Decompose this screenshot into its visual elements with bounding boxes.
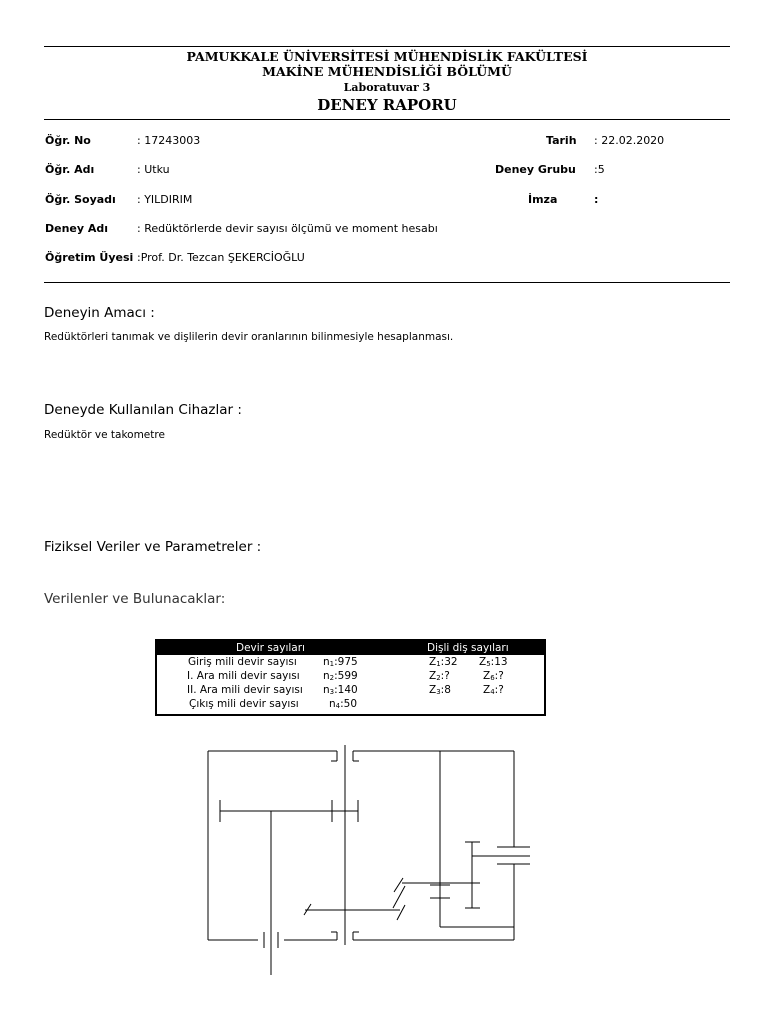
intermediate-shaft-2 xyxy=(430,751,514,927)
row-name: Giriş mili devir sayısı xyxy=(188,656,297,668)
row-za: $Z_1:32$ xyxy=(429,656,458,668)
lecturer-label: Öğretim Üyesi xyxy=(45,251,134,264)
row-za: $Z_2$:? xyxy=(429,670,450,682)
purpose-heading: Deneyin Amacı : xyxy=(44,305,155,321)
date-value: : 22.02.2020 xyxy=(594,134,665,147)
experiment-name-label: Deney Adı xyxy=(45,222,109,235)
report-title: DENEY RAPORU xyxy=(317,96,457,114)
devices-heading: Deneyde Kullanılan Cihazlar : xyxy=(44,402,242,418)
experiment-name-value: : Redüktörlerde devir sayısı ölçümü ve moment hesabı xyxy=(137,222,438,235)
row-name: Çıkış mili devir sayısı xyxy=(189,698,299,710)
university-name: PAMUKKALE ÜNİVERSİTESİ MÜHENDİSLİK FAKÜLTESİ xyxy=(186,49,588,64)
given-heading: Verilenler ve Bulunacaklar: xyxy=(44,591,226,607)
row-n: $n_1:975$ xyxy=(323,656,358,668)
lecturer-value: :Prof. Dr. Tezcan ŞEKERCİOĞLU xyxy=(137,251,305,264)
student-name-value: : Utku xyxy=(137,163,170,176)
top-rule xyxy=(44,46,730,47)
row-zb: $Z_4$:? xyxy=(483,684,504,696)
table-header xyxy=(157,641,544,655)
date-label: Tarih xyxy=(546,134,577,147)
header-bottom-rule xyxy=(44,119,730,120)
row-za: $Z_3:8$ xyxy=(429,684,451,696)
output-shaft xyxy=(402,842,530,908)
intermediate-shaft-1 xyxy=(304,745,405,945)
row-zb: $Z_5:13$ xyxy=(479,656,508,668)
group-label: Deney Grubu xyxy=(495,163,576,176)
header-devir: Devir sayıları xyxy=(236,642,305,654)
department-name: MAKİNE MÜHENDİSLİĞİ BÖLÜMÜ xyxy=(262,64,512,79)
header-disli: Dişli diş sayıları xyxy=(427,642,509,654)
row-n: $n_4:50$ xyxy=(329,698,358,710)
student-no-value: : 17243003 xyxy=(137,134,201,147)
housing-outline xyxy=(208,751,514,940)
row-name: I. Ara mili devir sayısı xyxy=(187,670,300,682)
speed-table xyxy=(155,639,546,716)
devices-text: Redüktör ve takometre xyxy=(44,429,165,441)
info-bottom-rule xyxy=(44,282,730,283)
student-surname-value: : YILDIRIM xyxy=(137,193,193,206)
input-shaft xyxy=(220,800,358,975)
student-no-label: Öğr. No xyxy=(45,134,91,147)
signature-label: İmza xyxy=(528,193,558,206)
row-name: II. Ara mili devir sayısı xyxy=(187,684,303,696)
row-n: $n_2:599$ xyxy=(323,670,358,682)
student-name-label: Öğr. Adı xyxy=(45,163,95,176)
row-n: $n_3:140$ xyxy=(323,684,358,696)
signature-value: : xyxy=(594,193,599,206)
lab-name: Laboratuvar 3 xyxy=(343,81,431,94)
row-zb: $Z_6$:? xyxy=(483,670,504,682)
student-surname-label: Öğr. Soyadı xyxy=(45,193,116,206)
purpose-text: Redüktörleri tanımak ve dişlilerin devir oranlarının bilinmesiyle hesaplanması. xyxy=(44,331,454,343)
physical-data-heading: Fiziksel Veriler ve Parametreler : xyxy=(44,539,262,555)
group-value: :5 xyxy=(594,163,605,176)
